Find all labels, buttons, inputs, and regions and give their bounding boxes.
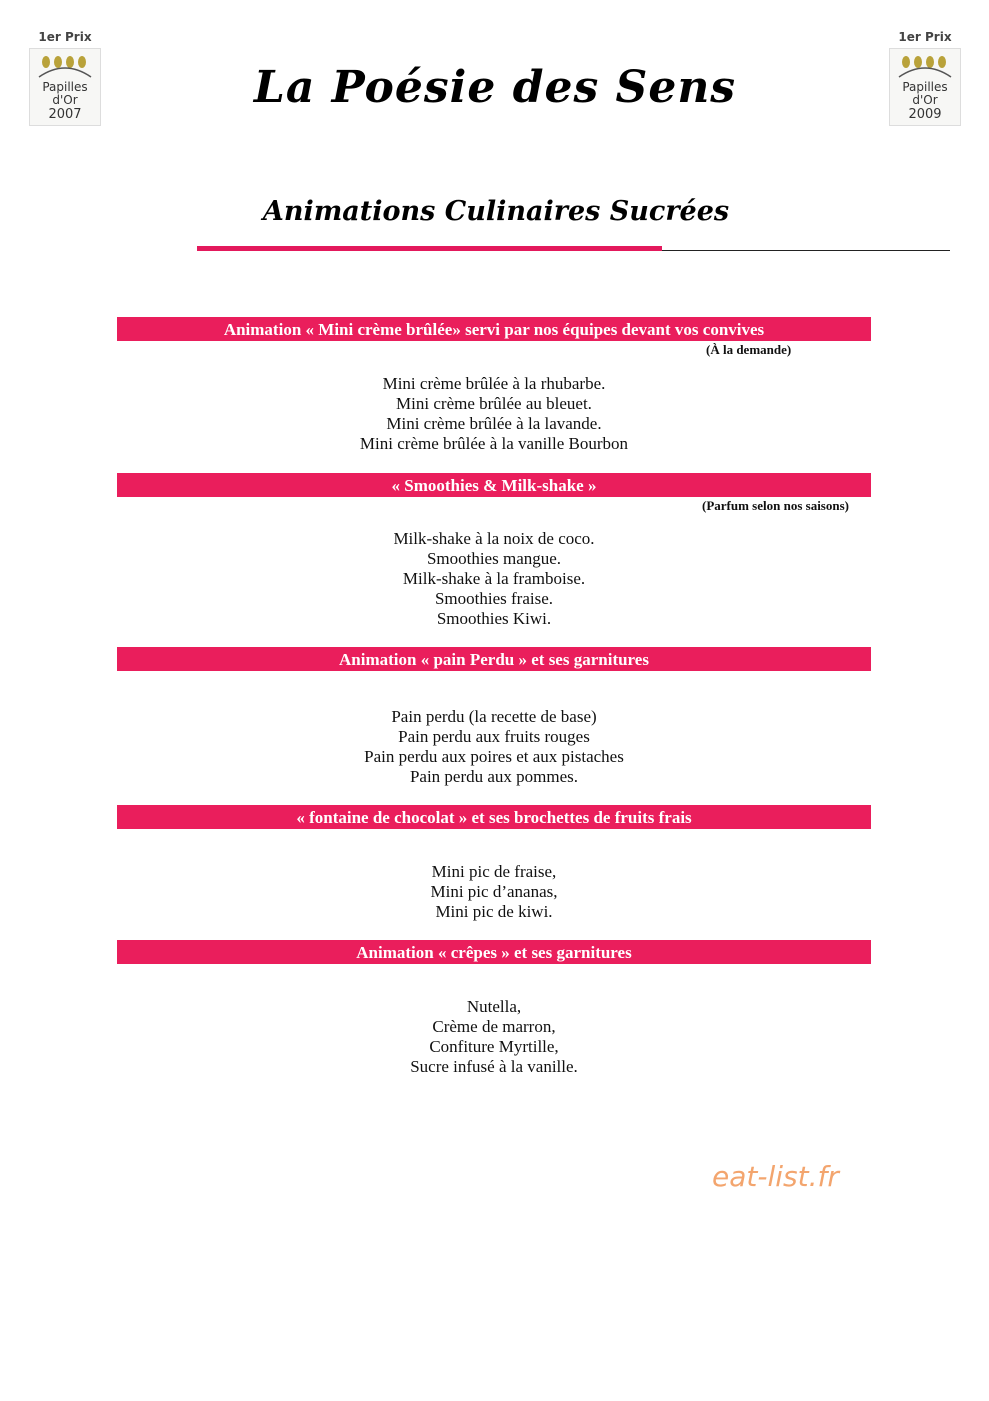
papilles-dor-logo bbox=[29, 48, 101, 126]
list-item: Pain perdu aux poires et aux pistaches bbox=[364, 747, 624, 766]
section-note: (À la demande) bbox=[706, 342, 792, 357]
list-item: Smoothies fraise. bbox=[434, 589, 554, 608]
section-items-creme-brulee bbox=[117, 374, 871, 454]
list-item: Smoothies Kiwi. bbox=[436, 609, 552, 628]
award-year: 2007 bbox=[48, 107, 82, 122]
section-header-pain-perdu: Animation « pain Perdu » et ses garnitures bbox=[117, 647, 871, 671]
list-item: Sucre infusé à la vanille. bbox=[410, 1057, 578, 1076]
section-header-fontaine-chocolat: « fontaine de chocolat » et ses brochettes de fruits frais bbox=[117, 805, 871, 829]
list-item: Mini pic de fraise, bbox=[431, 862, 557, 881]
award-prize-label: 1er Prix bbox=[38, 30, 92, 44]
section-items-smoothies bbox=[117, 529, 871, 629]
list-item: Mini pic de kiwi. bbox=[435, 902, 553, 921]
list-item: Mini crème brûlée à la lavande. bbox=[386, 414, 602, 433]
list-item: Mini crème brûlée au bleuet. bbox=[396, 394, 592, 413]
title-underline-rule bbox=[662, 250, 950, 251]
award-year: 2009 bbox=[908, 107, 942, 122]
papilles-dor-logo bbox=[889, 48, 961, 126]
papilles-logo-icon bbox=[37, 53, 93, 79]
section-items-crepes bbox=[117, 997, 871, 1077]
list-item: Pain perdu aux fruits rouges bbox=[398, 727, 590, 746]
list-item: Milk-shake à la noix de coco. bbox=[393, 529, 595, 548]
list-item: Mini crème brûlée à la vanille Bourbon bbox=[359, 434, 629, 453]
section-items-pain-perdu bbox=[117, 707, 871, 787]
section-header-smoothies: « Smoothies & Milk-shake » bbox=[117, 473, 871, 497]
section-note: (Parfum selon nos saisons) bbox=[702, 498, 849, 513]
page-title: La Poésie des Sens bbox=[253, 62, 737, 113]
title-underline-accent bbox=[197, 246, 662, 251]
list-item: Pain perdu (la recette de base) bbox=[391, 707, 597, 726]
award-name: Papilles d'Or bbox=[902, 80, 948, 107]
section-items-fontaine-chocolat bbox=[117, 862, 871, 922]
list-item: Confiture Myrtille, bbox=[429, 1037, 559, 1056]
award-badge-2009 bbox=[884, 30, 966, 136]
page-subtitle: Animations Culinaires Sucrées bbox=[262, 196, 730, 227]
list-item: Milk-shake à la framboise. bbox=[402, 569, 586, 588]
list-item: Mini crème brûlée à la rhubarbe. bbox=[382, 374, 606, 393]
section-header-crepes: Animation « crêpes » et ses garnitures bbox=[117, 940, 871, 964]
papilles-logo-icon bbox=[897, 53, 953, 79]
list-item: Crème de marron, bbox=[432, 1017, 556, 1036]
watermark-text: eat-list.fr bbox=[712, 1160, 839, 1193]
list-item: Nutella, bbox=[466, 997, 522, 1016]
list-item: Mini pic d’ananas, bbox=[430, 882, 558, 901]
section-header-creme-brulee: Animation « Mini crème brûlée» servi par nos équipes devant vos convives bbox=[117, 317, 871, 341]
award-prize-label: 1er Prix bbox=[898, 30, 952, 44]
award-name: Papilles d'Or bbox=[42, 80, 88, 107]
award-badge-2007 bbox=[24, 30, 106, 136]
list-item: Pain perdu aux pommes. bbox=[409, 767, 579, 786]
list-item: Smoothies mangue. bbox=[426, 549, 562, 568]
